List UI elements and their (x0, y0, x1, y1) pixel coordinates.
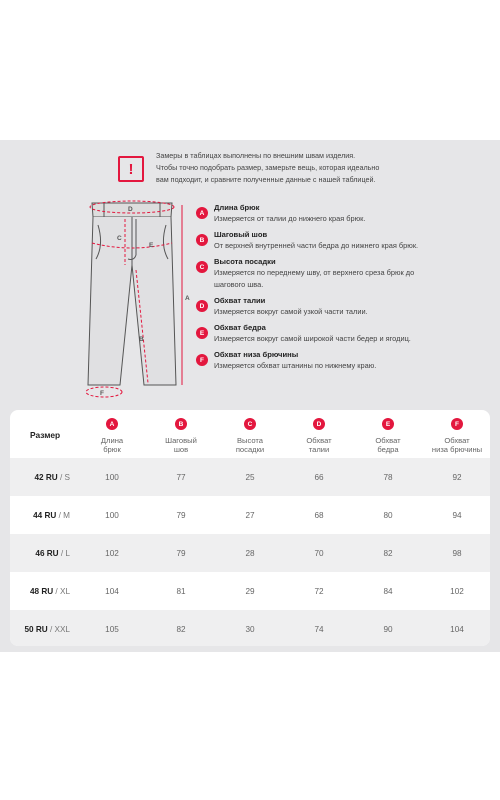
notice-line: Чтобы точно подобрать размер, замерьте вещь, которая идеально (156, 163, 380, 172)
legend-item (196, 256, 446, 291)
legend-item (196, 322, 446, 345)
size-ru: 44 RU (33, 510, 57, 520)
row-size-label (24, 625, 70, 634)
table-cell: 29 (245, 586, 255, 596)
diagram-label-c: C (117, 235, 122, 242)
legend-item (196, 349, 446, 372)
row-size-label (33, 511, 70, 520)
legend-desc: Измеряется обхват штанины по нижнему краю. (214, 361, 377, 370)
table-cell: 105 (105, 624, 119, 634)
table-cell: 104 (105, 586, 119, 596)
table-cell: 84 (383, 586, 393, 596)
table-cell: 74 (314, 624, 324, 634)
notice-line: вам подходит, и сравните полученные данные с нашей таблицей. (156, 175, 376, 184)
table-cell: 25 (245, 472, 255, 482)
legend-title: Обхват талии (214, 296, 266, 305)
badge-e: E (382, 418, 394, 430)
badge-b: B (196, 234, 208, 246)
table-cell: 104 (450, 624, 464, 634)
size-ru: 46 RU (35, 548, 59, 558)
badge-c: C (244, 418, 256, 430)
column-label: Длина (100, 436, 124, 445)
legend-desc: От верхней внутренней части бедра до нижнего края брюк. (214, 241, 419, 250)
table-cell: 82 (176, 624, 186, 634)
table-cell: 100 (105, 510, 119, 520)
size-intl: / XXL (47, 624, 70, 634)
table-row (10, 610, 490, 646)
table-cell: 70 (314, 548, 324, 558)
size-ru: 42 RU (34, 472, 58, 482)
legend-item (196, 229, 446, 252)
table-cell: 79 (176, 510, 186, 520)
table-header (10, 410, 490, 458)
table-cell: 72 (314, 586, 324, 596)
table-cell: 102 (105, 548, 119, 558)
warning-icon: ! (118, 156, 144, 182)
measurement-legend (196, 202, 446, 376)
diagram-label-a: A (185, 295, 190, 302)
table-cell: 28 (245, 548, 255, 558)
table-row (10, 458, 490, 496)
table-row (10, 496, 490, 534)
table-cell: 27 (245, 510, 255, 520)
size-intl: / L (58, 548, 70, 558)
legend-title: Шаговый шов (214, 230, 268, 239)
legend-title: Обхват бедра (214, 323, 266, 332)
table-cell: 68 (314, 510, 324, 520)
column-label: Обхват (306, 436, 332, 445)
table-cell: 82 (383, 548, 393, 558)
measurement-notice (118, 150, 418, 186)
column-label: талии (308, 445, 330, 454)
legend-item (196, 295, 446, 318)
column-label: Высота (236, 436, 264, 445)
column-label: Шаговый (165, 436, 197, 445)
table-cell: 78 (383, 472, 393, 482)
badge-d: D (313, 418, 325, 430)
diagram-label-b: B (139, 336, 144, 343)
table-cell: 80 (383, 510, 393, 520)
badge-e: E (196, 327, 208, 339)
table-cell: 77 (176, 472, 186, 482)
column-label: бедра (377, 445, 399, 454)
legend-title: Высота посадки (214, 257, 276, 266)
legend-desc: Измеряется по переднему шву, от верхнего среза брюк до шагового шва. (214, 268, 415, 289)
table-cell: 81 (176, 586, 186, 596)
size-column-header: Размер (30, 430, 61, 440)
column-label: брюк (103, 445, 121, 454)
table-cell: 90 (383, 624, 393, 634)
diagram-label-e: E (149, 242, 154, 249)
notice-line: Замеры в таблицах выполнены по внешним швам изделия. (156, 151, 356, 160)
column-label: Обхват (375, 436, 401, 445)
diagram-label-f: F (100, 390, 104, 397)
column-header (284, 418, 354, 454)
table-cell: 79 (176, 548, 186, 558)
column-header (422, 418, 490, 454)
badge-a: A (106, 418, 118, 430)
table-cell: 94 (452, 510, 462, 520)
legend-title: Длина брюк (214, 203, 260, 212)
size-intl: / M (56, 510, 70, 520)
badge-f: F (196, 354, 208, 366)
badge-b: B (175, 418, 187, 430)
column-header (146, 418, 216, 454)
legend-desc: Измеряется вокруг самой широкой части бедер и ягодиц. (214, 334, 411, 343)
table-cell: 92 (452, 472, 462, 482)
legend-desc: Измеряется вокруг самой узкой части талии. (214, 307, 368, 316)
table-cell: 100 (105, 472, 119, 482)
notice-text (156, 150, 379, 186)
column-header (353, 418, 423, 454)
size-intl: / XL (53, 586, 70, 596)
size-ru: 50 RU (24, 624, 48, 634)
pants-diagram (70, 195, 195, 405)
column-header (215, 418, 285, 454)
table-row (10, 534, 490, 572)
row-size-label (35, 549, 70, 558)
diagram-label-d: D (128, 206, 133, 213)
legend-title: Обхват низа брючины (214, 350, 299, 359)
column-label: посадки (235, 445, 265, 454)
legend-desc: Измеряется от талии до нижнего края брюк. (214, 214, 366, 223)
table-cell: 30 (245, 624, 255, 634)
column-label: низа брючины (431, 445, 483, 454)
size-intl: / S (57, 472, 70, 482)
column-label: Обхват (444, 436, 470, 445)
table-cell: 66 (314, 472, 324, 482)
size-ru: 48 RU (29, 586, 54, 596)
table-row (10, 572, 490, 610)
badge-f: F (451, 418, 463, 430)
row-size-label (34, 473, 70, 482)
legend-item (196, 202, 446, 225)
badge-a: A (196, 207, 208, 219)
badge-d: D (196, 300, 208, 312)
badge-c: C (196, 261, 208, 273)
column-header (77, 418, 147, 454)
column-label: шов (173, 445, 189, 454)
size-table (10, 410, 490, 646)
row-size-label (30, 587, 70, 596)
table-cell: 98 (452, 548, 462, 558)
table-cell: 102 (450, 586, 464, 596)
